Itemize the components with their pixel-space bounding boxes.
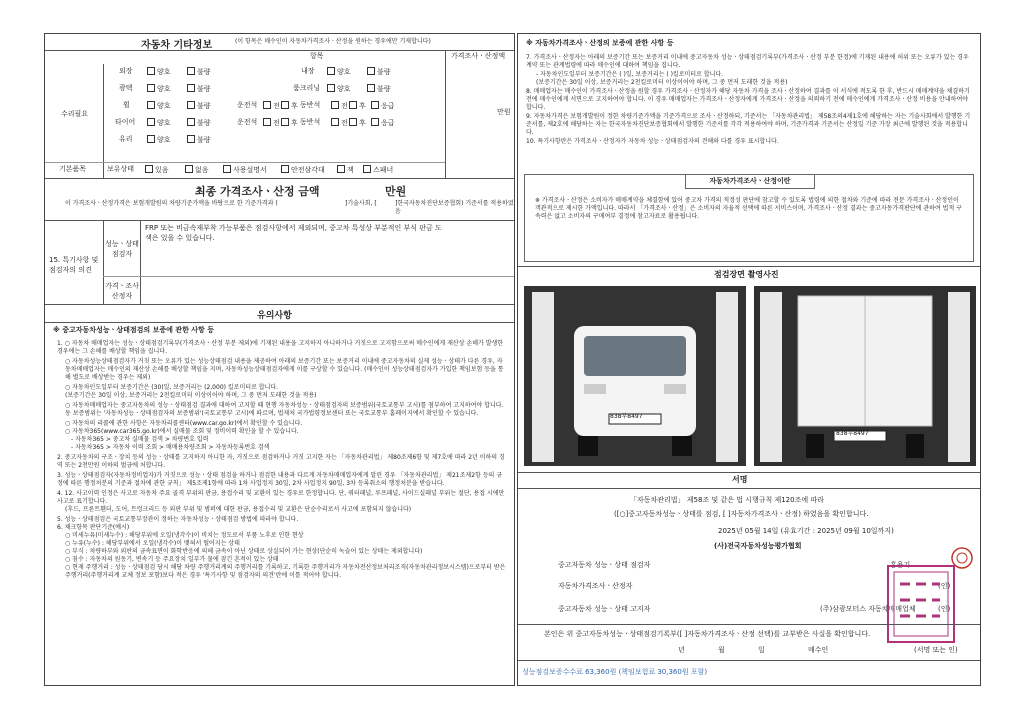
right-item: 9. 자동차가격은 보험개발원이 정한 차량기준가액을 기준가격으로 조사ㆍ산정하되, 기준서는 「자동차관리법」 제58조의4제1호에 해당하는 자는 기술사회에서 발행한 기준서를, 제2호에 해당하는 자는 한국자동차진단보증협회에서 발행한 기준서를 각각 적용하여야 하며, 기준가격과 기준서는 산정일 기준 가장 최근에 발행된 것을 적용합니다. — [526, 113, 971, 136]
right-items — [526, 54, 974, 146]
checkbox[interactable] — [281, 101, 289, 109]
caution-item: ○ 자동차인도일부터 보증기간은 (30)일, 보증거리는 (2,000) 킬로미터로 합니다. — [65, 384, 279, 391]
sign-title: 서명 — [732, 475, 748, 484]
fee-text: 성능점검보증수수료 63,360원 (책임보험료 30,360원 포함) — [522, 668, 708, 676]
final-price-block: 최종 가격조사ㆍ산정 금액 만원 이 가격조사ㆍ산정가격은 보험개발원의 차량기준가액을 바탕으로 한 기준가격과 ( ]기술사회, [ ]한국자동차진단보증협회) 기준서를 적용하였음 — [65, 185, 514, 215]
caution-item: 2. 중고자동차의 구조ㆍ장치 등의 성능ㆍ상태를 고지하지 아니한 자, 거짓으로 점검하거나 거짓 고지한 자는 「자동차관리법」 제80조제6항 및 제7호에 따라 2년 이하의 징역 또는 2천만원 이하의 벌금에 처합니다. — [57, 454, 505, 469]
checkbox[interactable] — [187, 135, 195, 143]
checkbox[interactable] — [371, 118, 379, 126]
definition-box — [524, 174, 974, 262]
checkbox[interactable] — [337, 165, 345, 173]
receipt-text: 본인은 위 중고자동차성능ㆍ상태점검기록부([ ]자동차가격조사ㆍ산정 선택)를 교부받은 사실을 확인합니다. — [544, 630, 871, 638]
inspection-photo-front — [524, 286, 746, 466]
left-panel: 자동차 기타정보 (이 항목은 매수인이 자동차가격조사ㆍ산정을 원하는 경우에만 기재합니다) 항목 가격조사ㆍ산정액 수리필요 만원 외장 양호 불량 내장 양호 불량 광택 양호 불량 룸크리닝 양호 불량 휠 양호 불량 운전석 전 후 동반석 전 후 응급 타이어 양호 불량 운전석 전 후 동반석 전 후 응급 유리 양호 불량 기본품목 보유상태 있음 없음 사용설명서 안전삼각대 잭 스패너 최종 가격조사ㆍ산정 금액 만원 이 가격조사ㆍ산정가격은 보험개발원의 차량기준가액을 바탕으로 한 기준가격과 ( ]기술사회, [ ]한국자동차진단보증협회) 기준서를 적용하였음 15. 특기사항 및 점검자의 의견 성능ㆍ상태 점검자 가격ㆍ조사 산정자 FRP 또는 비금속재부착 가능부품은 점검사항에서 제외되며, 중고차 특성상 부분적인 부식 판금 도색은 있을 수 있습니다. 유의사항 ※ 중고자동차성능ㆍ상태점검의 보증에 관한 사항 등 1. ○ 자동차 매매업자는 성능ㆍ상태점검기록부(가격조사ㆍ산정 부분 제외)에 기재된 내용을 고지하지 아니하거나 거짓으로 고지함으로써 매수인에게 재산상 손해가 발생한 경우에는 그 손해를 배상할 책임을 집니다. ○ 자동차성능상태점검자가 거짓 또는 오류가 있는 성능상태점검 내용을 제공하여 아래의 보증기간 또는 보증거리 이내에 중고자동차의 실제 성능ㆍ상태가 다른 경우, 자동차매매업자는 매수인의 재산상 손해를 배상할 책임을 지며, 자동차성능상태점검자에게 이를 구상할 수 있습니다. (매수인이 성능상태점검자가 가입한 책임보험 등을 통해 별도로 배상받는 경우는 제외) ○ 자동차인도일부터 보증기간은 (30)일, 보증거리는 (2,000) 킬로미터로 합니다. (보증기간은 30일 이상, 보증거리는 2천킬로미터 이상이어야 하며, 그 중 먼저 도래한 것을 적용) ○ 자동차매매업자는 중고자동차의 성능ㆍ상태점검 결과에 대하여 고지할 때 현행 자동차성능ㆍ상태점검자의 보증범위(국토교통부 고시)를 첨부하여 고지하여야 합니다. 동 보증범위는 '자동차성능ㆍ상태점검자의 보증범위'(국토교통부 고시)에 따르며, 법제처 국가법령정보센터 또는 국토교통부 홈페이지에서 확인할 수 있습니다. ○ 자동차의 리콜에 관한 사항은 자동차리콜센터(www.car.go.kr)에서 확인할 수 있습니다. ○ 자동차365(www.car365.go.kr)에서 실매물 조회 및 정비이력 확인을 할 수 있습니다. - 자동차365 > 중고차 실매물 검색 > 차량번호 입력 - 자동차365 > 자동차 이력 조회 > 매매용차량조회 > 자동차등록번호 검색 2. 중고자동차의 구조ㆍ장치 등의 성능ㆍ상태를 고지하지 아니한 자, 거짓으로 점검하거나 거짓 고지한 자는 「자동차관리법」 제80조제6항 및 제7호에 따라 2년 이하의 징역 또는 2천만원 이하의 벌금에 처합니다. 3. 성능ㆍ상태점검자(자동차정비업자)가 거짓으로 성능ㆍ상태 점검을 하거나 점검한 내용과 다르게 자동차매매업자에게 알린 경우 「자동차관리법」 제21조제2항 등의 규정에 따른 행정처분의 기준과 절차에 관한 규칙」 제5조제1항에 따라 1차 사업정지 30일, 2차 사업정지 90일, 3차 등록취소의 행정처분을 받습니다. 4. 12. 사고이력 인정은 사고로 자동차 주요 골격 부위의 판금, 용접수리 및 교환이 있는 경우로 한정합니다. 단, 쿼터패널, 루프패널, 사이드실패널 부위는 절단, 용접 시에만 사고로 표기합니다. (후드, 프론트휀더, 도어, 트렁크리드 등 외판 부위 및 범퍼에 대한 판금, 용접수리 및 교환은 단순수리로서 사고에 포함되지 않습니다) 5. 성능ㆍ상태점검은 국토교통부장관이 정하는 자동차성능ㆍ상태점검 방법에 따라야 합니다. 6. 체크항목 판단기준(예시) ○ 미세누유(미세누수) : 해당부위에 오일(냉각수)이 비치는 정도로서 부품 노후로 인한 현상 ○ 누유(누수) : 해당부위에서 오일(냉각수)이 맺혀서 떨어지는 상태 ○ 부식 : 차량하부와 외판의 금속표면이 화학반응에 의해 금속이 아닌 상태로 상실되어 가는 현상(단순히 녹슬어 있는 상태는 제외합니다) ○ 침수 : 자동차의 원동기, 변속기 등 주요장치 일부가 물에 잠긴 흔적이 있는 상태 ○ 현재 주행거리 : 성능ㆍ상태점검 당시 해당 차량 주행거리계의 주행거리를 기록하고, 기록한 주행거리가 자동차전산정보처리조직(자동차관리정보시스템)으로부터 받은 주행거리(주행거리계 교체 정보 포함)보다 적은 경우 '특기사항 및 점검자의 의견'란에 이를 적어야 합니다. — [44, 33, 515, 686]
definition-text: ※ 가격조사ㆍ산정은 소비자가 매매계약을 체결함에 있어 중고차 가격의 적정성 판단에 참고할 수 있도록 법령에 의한 절차와 기준에 따라 전문 가격조사ㆍ산정인이 객관적으로 제시한 가액입니다. 따라서 「가격조사ㆍ산정」은 소비자의 자율적 선택에 따른 서비스이며, 가격조사ㆍ산정 결과는 중고자동가격판단에 관하여 법적 구속력은 없고 소비자의 구매여부 결정에 참고자료로 활용됩니다. — [535, 197, 962, 220]
right-item: 8. 매매업자는 매수인이 가격조사ㆍ산정을 원할 경우 가격조사ㆍ산정자가 해당 자동차 가격을 조사ㆍ산정하여 결과를 이 서식에 적도록 한 후, 반드시 매매계약을 체결하기 전에 매수인에게 서면으로 고지하여야 합니다. 이 경우 매매업자는 가격조사ㆍ산정자에게 가격조사ㆍ산정을 의뢰하기 전에 매수인에게 가격조사ㆍ산정 비용을 안내하여야 합니다. — [526, 88, 970, 111]
checkbox[interactable] — [223, 165, 231, 173]
inspection-photo-rear — [754, 286, 976, 466]
caution-item: 6. 체크항목 판단기준(예시) — [57, 524, 130, 531]
caution-item: - 자동차365 > 자동차 이력 조회 > 매매용차량조회 > 자동차등록번호 검색 — [71, 444, 270, 451]
caution-item: ○ 자동차매매업자는 중고자동차의 성능ㆍ상태점검 결과에 대하여 고지할 때 현행 자동차성능ㆍ상태점검자의 보증범위(국토교통부 고시)를 첨부하여 고지하여야 합니다. 동 보증범위는 '자동차성능ㆍ상태점검자의 보증범위'(국토교통부 고시)에 따르며, 법제처 국가법령정보센터 또는 국토교통부 홈페이지에서 확인할 수 있습니다. — [65, 402, 504, 417]
checkbox[interactable] — [349, 101, 357, 109]
final-price-unit: 만원 — [385, 185, 407, 198]
caution-item: ○ 부식 : 차량하부와 외판의 금속표면이 화학반응에 의해 금속이 아닌 상태로 상실되어 가는 현상(단순히 녹슬어 있는 상태는 제외합니다) — [65, 548, 423, 555]
caution-item: 1. ○ 자동차 매매업자는 성능ㆍ상태점검기록부(가격조사ㆍ산정 부분 제외)에 기재된 내용을 고지하지 아니하거나 거짓으로 고지함으로써 매수인에게 재산상 손해가 발생한 경우에는 그 손해를 배상할 책임을 집니다. — [57, 340, 504, 355]
checkbox[interactable] — [327, 84, 335, 92]
sign-date: 2025년 05월 14일 (유효기간 : 2025년 09월 10일까지) — [718, 527, 894, 535]
checkbox[interactable] — [349, 118, 357, 126]
left-header — [45, 34, 514, 50]
plate-rear: 838부8497 — [836, 430, 869, 437]
side-label-repair: 수리필요 — [61, 110, 89, 118]
checkbox[interactable] — [147, 101, 155, 109]
section-title: 자동차 기타정보 — [141, 40, 213, 51]
checkbox[interactable] — [367, 84, 375, 92]
truck-front-photo — [524, 286, 746, 466]
checkbox[interactable] — [371, 101, 379, 109]
checkbox[interactable] — [147, 84, 155, 92]
definition-title: 자동차가격조사ㆍ산정이란 — [685, 174, 815, 189]
checkbox[interactable] — [147, 67, 155, 75]
final-price-label: 최종 가격조사ㆍ산정 금액 — [195, 185, 320, 198]
checkbox[interactable] — [331, 118, 339, 126]
unit-won: 만원 — [497, 108, 511, 116]
checkbox[interactable] — [263, 118, 271, 126]
checkbox[interactable] — [147, 135, 155, 143]
col-item: 항목 — [310, 52, 324, 60]
special-sub-inspector: 성능ㆍ상태 점검자 — [105, 240, 139, 258]
caution-item: ○ 현재 주행거리 : 성능ㆍ상태점검 당시 해당 차량 주행거리계의 주행거리를 기록하고, 기록한 주행거리가 자동차전산정보처리조직(자동차관리정보시스템)으로부터 받은 주행거리(주행거리계 교체 정보 포함)보다 적은 경우 '특기사항 및 점검자의 의견'란에 이를 적어야 합니다. — [65, 564, 506, 579]
checkbox[interactable] — [281, 165, 289, 173]
caution-item: ○ 누유(누수) : 해당부위에서 오일(냉각수)이 맺혀서 떨어지는 상태 — [65, 540, 240, 547]
caution-item: ○ 침수 : 자동차의 원동기, 변속기 등 주요장치 일부가 물에 잠긴 흔적이 있는 상태 — [65, 556, 279, 563]
checkbox[interactable] — [331, 101, 339, 109]
photo-title: 점검장면 촬영사진 — [714, 270, 779, 279]
checkbox[interactable] — [145, 165, 153, 173]
caution-item: 3. 성능ㆍ상태점검자(자동차정비업자)가 거짓으로 성능ㆍ상태 점검을 하거나 점검한 내용과 다르게 자동차매매업자에게 알린 경우 「자동차관리법」 제21조제2항 등의 규정에 따른 행정처분의 기준과 절차에 관한 규칙」 제5조제1항에 따라 1차 사업정지 30일, 2차 사업정지 90일, 3차 등록취소의 행정처분을 받습니다. — [57, 472, 503, 487]
checkbox[interactable] — [187, 101, 195, 109]
sign-line1: 「자동차관리법」 제58조 및 같은 법 시행규칙 제120조에 따라 — [630, 496, 824, 504]
caution-item: ○ 자동차의 리콜에 관한 사항은 자동차리콜센터(www.car.go.kr)에서 확인할 수 있습니다. — [65, 420, 303, 427]
caution-item: (후드, 프론트휀더, 도어, 트렁크리드 등 외판 부위 및 범퍼에 대한 판금, 용접수리 및 교환은 단순수리로서 사고에 포함되지 않습니다) — [65, 506, 412, 513]
section-note: (이 항목은 매수인이 자동차가격조사ㆍ산정을 원하는 경우에만 기재합니다) — [235, 38, 431, 45]
checkbox[interactable] — [187, 84, 195, 92]
truck-rear-photo — [754, 286, 976, 466]
checkbox[interactable] — [187, 118, 195, 126]
caution-item: 4. 12. 사고이력 인정은 사고로 자동차 주요 골격 부위의 판금, 용접수리 및 교환이 있는 경우로 한정합니다. 단, 쿼터패널, 루프패널, 사이드실패널 부위는 절단, 용접 시에만 사고로 표기합니다. — [57, 490, 505, 505]
sign-org: (사)전국자동차성능평가협회 — [714, 542, 802, 550]
checkbox[interactable] — [263, 101, 271, 109]
checkbox[interactable] — [147, 118, 155, 126]
special-sub-appraiser: 가격ㆍ조사 산정자 — [105, 282, 139, 300]
caution-item: ○ 자동차365(www.car365.go.kr)에서 실매물 조회 및 정비이력 확인을 할 수 있습니다. — [65, 428, 299, 435]
right-item: 10. 특기사항란은 가격조사ㆍ산정자가 자동차 성능ㆍ상태점검자의 견해와 다를 경우 표시합니다. — [526, 138, 779, 145]
caution-title: 유의사항 — [257, 311, 292, 321]
right-item: 7. 가격조사ㆍ산정자는 아래의 보증기간 또는 보증거리 이내에 중고자동차 성능ㆍ상태점검기록부(가격조사ㆍ산정 부분 한정)에 기재된 내용에 허위 또는 오류가 있는 경우 계약 또는 관계법령에 따라 매수인에 대하여 책임을 집니다. — [526, 54, 969, 69]
checkbox[interactable] — [367, 67, 375, 75]
final-note: 이 가격조사ㆍ산정가격은 보험개발원의 차량기준가액을 바탕으로 한 기준가격과 ( — [65, 200, 278, 207]
checkbox[interactable] — [187, 67, 195, 75]
special-label: 15. 특기사항 및 점검자의 의견 — [49, 256, 99, 274]
caution-list — [57, 340, 507, 580]
checkbox[interactable] — [327, 67, 335, 75]
special-text: FRP 또는 비금속재부착 가능부품은 점검사항에서 제외되며, 중고차 특성상 부분적인 부식 판금 도색은 있을 수 있습니다. — [145, 224, 442, 242]
right-item: (보증기간은 30일 이상, 보증거리는 2천킬로미터 이상이어야 하며, 그 중 먼저 도래한 것을 적용) — [536, 79, 788, 86]
checkbox[interactable] — [363, 165, 371, 173]
col-price: 가격조사ㆍ산정액 — [451, 52, 506, 60]
caution-item: (보증기간은 30일 이상, 보증거리는 2천킬로미터 이상이어야 하며, 그 중 먼저 도래한 것을 적용) — [65, 392, 317, 399]
right-item: - 자동차인도일부터 보증기간은 ( )일, 보증거리는 ( )킬로미터로 합니다. — [536, 71, 724, 78]
plate-front: 838부8497 — [610, 413, 643, 420]
caution-item: - 자동차365 > 중고차 실매물 검색 > 차량번호 입력 — [71, 436, 209, 443]
checkbox[interactable] — [281, 118, 289, 126]
caution-item: ○ 미세누유(미세누수) : 해당부위에 오일(냉각수)이 비치는 정도로서 부품 노후로 인한 현상 — [65, 532, 304, 539]
caution-item: 5. 성능ㆍ상태점검은 국토교통부장관이 정하는 자동차성능ㆍ상태점검 방법에 따라야 합니다. — [57, 516, 299, 523]
sign-line2: ([○]중고자동차성능ㆍ상태를 점검, [ ]자동차가격조사ㆍ산정) 하였음을 확인합니다. — [614, 510, 869, 518]
company-stamp-icon — [886, 564, 956, 644]
caution-heading: ※ 중고자동차성능ㆍ상태점검의 보증에 관한 사항 등 — [53, 326, 214, 334]
right-panel: ※ 자동차가격조사ㆍ산정의 보증에 관한 사항 등 7. 가격조사ㆍ산정자는 아래의 보증기간 또는 보증거리 이내에 중고자동차 성능ㆍ상태점검기록부(가격조사ㆍ산정 부분 한정)에 기재된 내용에 허위 또는 오류가 있는 경우 계약 또는 관계법령에 따라 매수인에 대하여 책임을 집니다. - 자동차인도일부터 보증기간은 ( )일, 보증거리는 ( )킬로미터로 합니다. (보증기간은 30일 이상, 보증거리는 2천킬로미터 이상이어야 하며, 그 중 먼저 도래한 것을 적용) 8. 매매업자는 매수인이 가격조사ㆍ산정을 원할 경우 가격조사ㆍ산정자가 해당 자동차 가격을 조사ㆍ산정하여 결과를 이 서식에 적도록 한 후, 반드시 매매계약을 체결하기 전에 매수인에게 서면으로 고지하여야 합니다. 이 경우 매매업자는 가격조사ㆍ산정자에게 가격조사ㆍ산정을 의뢰하기 전에 매수인에게 가격조사ㆍ산정 비용을 안내하여야 합니다. 9. 자동차가격은 보험개발원이 정한 차량기준가액을 기준가격으로 조사ㆍ산정하되, 기준서는 「자동차관리법」 제58조의4제1호에 해당하는 자는 기술사회에서 발행한 기준서를, 제2호에 해당하는 자는 한국자동차진단보증협회에서 발행한 기준서를 각각 적용하여야 하며, 기준가격과 기준서는 산정일 기준 가장 최근에 발행된 것을 적용합니다. 10. 특기사항란은 가격조사ㆍ산정자가 자동차 성능ㆍ상태점검자의 견해와 다를 경우 표시합니다. 자동차가격조사ㆍ산정이란 ※ 가격조사ㆍ산정은 소비자가 매매계약을 체결함에 있어 중고차 가격의 적정성 판단에 참고할 수 있도록 법령에 의한 절차와 기준에 따라 전문 가격조사ㆍ산정인이 객관적으로 제시한 가액입니다. 따라서 「가격조사ㆍ산정」은 소비자의 자율적 선택에 따른 서비스이며, 가격조사ㆍ산정 결과는 중고자동가격판단에 관하여 법적 구속력은 없고 소비자의 구매여부 결정에 참고자료로 활용됩니다. 점검장면 촬영사진 838부8497 838부8497 서명 「자동차관리법」 제58조 및 같은 법 시행규칙 제120조에 따라 ([○]중고자동차성능ㆍ상태를 점검, [ ]자동차가격조사ㆍ산정) 하였음을 확인합니다. 2025년 05월 14일 (유효기간 : 2025년 09월 10일까지) (사)전국자동차성능평가협회 중고자동차 성능ㆍ상태 점검자 홍용기 자동차가격조사ㆍ산정자 (인) 중고자동차 성능ㆍ상태 고지자 (주)삼광모터스 자동차매매업체 (인) 본인은 위 중고자동차성능ㆍ상태점검기록부([ ]자동차가격조사ㆍ산정 선택)를 교부받은 사실을 확인합니다. 년 월 일 매수인 (서명 또는 인) 성능점검보증수수료 63,360원 (책임보험료 30,360원 포함) — [517, 33, 981, 686]
checkbox[interactable] — [185, 165, 193, 173]
right-section-heading: ※ 자동차가격조사ㆍ산정의 보증에 관한 사항 등 — [526, 39, 674, 47]
caution-item: ○ 자동차성능상태점검자가 거짓 또는 오류가 있는 성능상태점검 내용을 제공하여 아래의 보증기간 또는 보증거리 이내에 중고자동차의 실제 성능ㆍ상태가 다른 경우, 자동차매매업자는 매수인의 재산상 손해를 배상할 책임을 지며, 자동차성능상태점검자에게 이를 구상할 수 있습니다. (매수인이 성능상태점검자가 가입한 책임보험 등을 통해 별도로 배상받는 경우는 제외) — [65, 358, 504, 381]
